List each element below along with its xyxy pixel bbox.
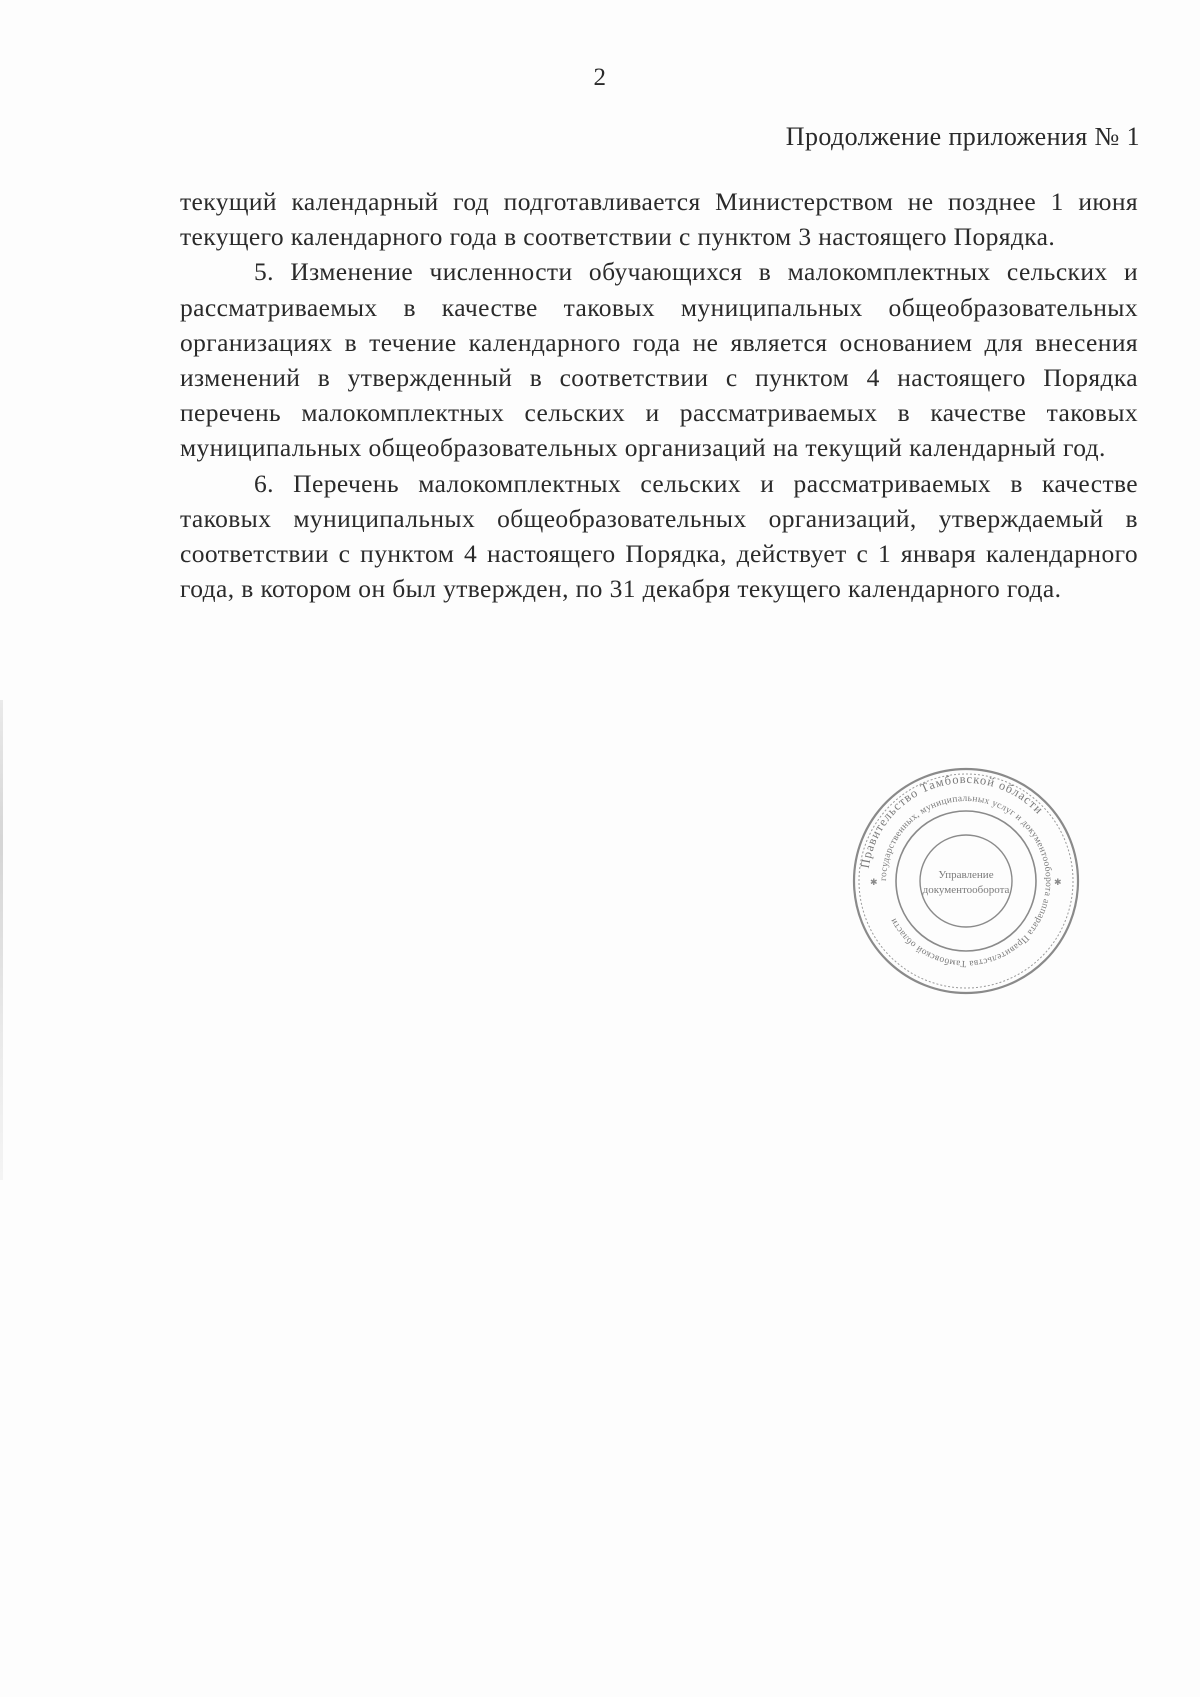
seal-center-line-2: документооборота bbox=[922, 884, 1010, 896]
svg-text:✱: ✱ bbox=[1054, 877, 1062, 887]
paragraph-item-6: 6. Перечень малокомплектных сельских и рассматриваемых в качестве таковых муниципальных общеобразовательных организаций, утверждаемый в соответствии с пунктом 4 настоящего Порядка, действует с 1 января календарного года, в котором он был утвержден, по 31 декабря текущего календарного года. bbox=[180, 468, 1138, 604]
paragraph-continuation: текущий календарный год подготавливается Министерством не позднее 1 июня текущего календарного года в соответствии с пунктом 3 настоящего Порядка. bbox=[180, 187, 1138, 252]
page-number: 2 bbox=[593, 64, 607, 91]
official-seal bbox=[850, 765, 1082, 997]
svg-text:государственных, муниципальных bbox=[879, 794, 1053, 968]
appendix-continuation-label: Продолжение приложения № 1 bbox=[785, 122, 1140, 151]
document-body bbox=[180, 184, 1138, 606]
scan-edge-shadow bbox=[0, 700, 3, 1180]
seal-outer-text: Правительство Тамбовской области bbox=[857, 771, 1047, 870]
seal-center-line-1: Управление bbox=[938, 869, 994, 881]
seal-middle-text: государственных, муниципальных услуг и документооборота аппарата Правительства Тамбовской области bbox=[878, 793, 1054, 969]
seal-stamp-icon bbox=[850, 765, 1082, 997]
paragraph-item-5: 5. Изменение численности обучающихся в малокомплектных сельских и рассматриваемых в качестве таковых муниципальных общеобразовательных организациях в течение календарного года не является основанием для внесения изменений в утвержденный в соответствии с пунктом 4 настоящего Порядка перечень малокомплектных сельских и рассматриваемых в качестве таковых муниципальных общеобразовательных организаций на текущий календарный год. bbox=[180, 257, 1138, 463]
svg-text:✱: ✱ bbox=[870, 877, 878, 887]
